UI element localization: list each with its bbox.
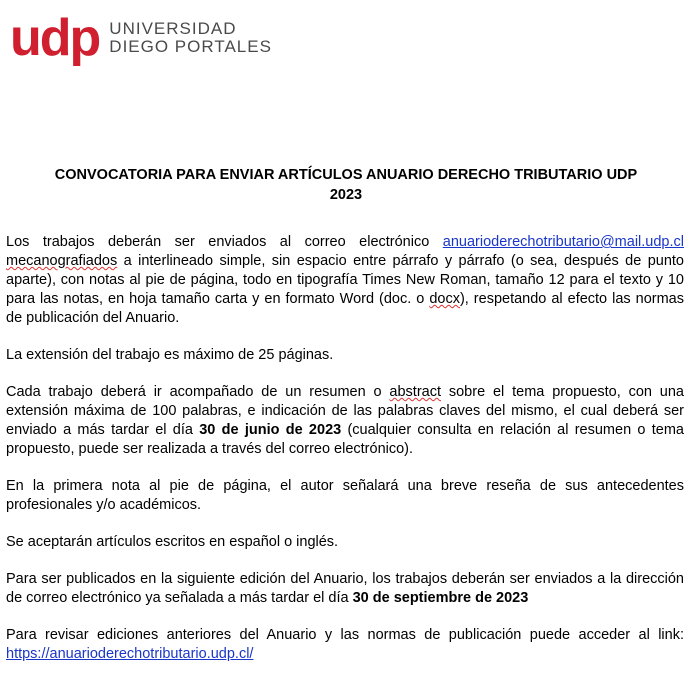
deadline-date: 30 de septiembre de 2023 bbox=[352, 590, 529, 606]
paragraph-text: Cada trabajo deberá ir acompañado de un resumen o bbox=[6, 384, 390, 400]
spellcheck-word: abstract bbox=[389, 384, 442, 400]
paragraph-text: a interlineado simple, sin espacio entre párrafo y párrafo (o sea, después de punto aparte), con notas al pie de página, todo en tipografía Times New Roman, tamaño 12 para el texto y 10 para las notas, en hoja tamaño carta y en formato Word (doc. o bbox=[6, 253, 684, 307]
paragraph-abstract bbox=[6, 383, 684, 459]
paragraph-text: (cualquier consulta en relación al resumen o tema propuesto, puede ser realizada a través del correo electrónico). bbox=[6, 422, 684, 457]
logo-text bbox=[109, 20, 272, 56]
paragraph-length: La extensión del trabajo es máximo de 25 páginas. bbox=[6, 347, 334, 363]
title-line-1: CONVOCATORIA PARA ENVIAR ARTÍCULOS ANUARIO DERECHO TRIBUTARIO UDP bbox=[54, 167, 638, 183]
paragraph-text: sobre el tema propuesto, con una extensión máxima de 100 palabras, e indicación de las palabras claves del mismo, el cual deberá ser enviado a más tardar el día bbox=[6, 384, 684, 438]
deadline-date: 30 de junio de 2023 bbox=[199, 422, 342, 438]
paragraph-publication bbox=[6, 570, 684, 608]
paragraph-author-note: En la primera nota al pie de página, el autor señalará una breve reseña de sus antecedentes profesionales y/o académicos. bbox=[6, 478, 684, 513]
paragraph-submission bbox=[6, 233, 684, 328]
email-link[interactable]: anuarioderechotributario@mail.udp.cl bbox=[442, 234, 684, 250]
paragraph-previous-editions bbox=[6, 626, 684, 664]
website-link[interactable]: https://anuarioderechotributario.udp.cl/ bbox=[6, 646, 254, 662]
spellcheck-word: docx bbox=[429, 291, 460, 307]
page-title bbox=[6, 165, 686, 205]
title-line-2: 2023 bbox=[329, 187, 363, 203]
spellcheck-word: mecanografiados bbox=[6, 253, 118, 269]
paragraph-text: Para ser publicados en la siguiente edición del Anuario, los trabajos deberán ser enviados a la dirección de correo electrónico ya señalada a más tardar el día bbox=[6, 571, 684, 606]
logo-line-1: UNIVERSIDAD bbox=[109, 19, 237, 38]
document-body bbox=[6, 233, 684, 682]
logo-mark: udp bbox=[10, 9, 100, 67]
paragraph-text: Los trabajos deberán ser enviados al correo electrónico bbox=[6, 234, 443, 250]
paragraph-text: Para revisar ediciones anteriores del Anuario y las normas de publicación puede acceder al link: bbox=[6, 627, 684, 643]
logo-line-2: DIEGO PORTALES bbox=[109, 37, 272, 56]
udp-logo bbox=[10, 9, 272, 67]
paragraph-text: ), respetando al efecto las normas de publicación del Anuario. bbox=[6, 291, 684, 326]
paragraph-languages: Se aceptarán artículos escritos en español o inglés. bbox=[6, 534, 339, 550]
